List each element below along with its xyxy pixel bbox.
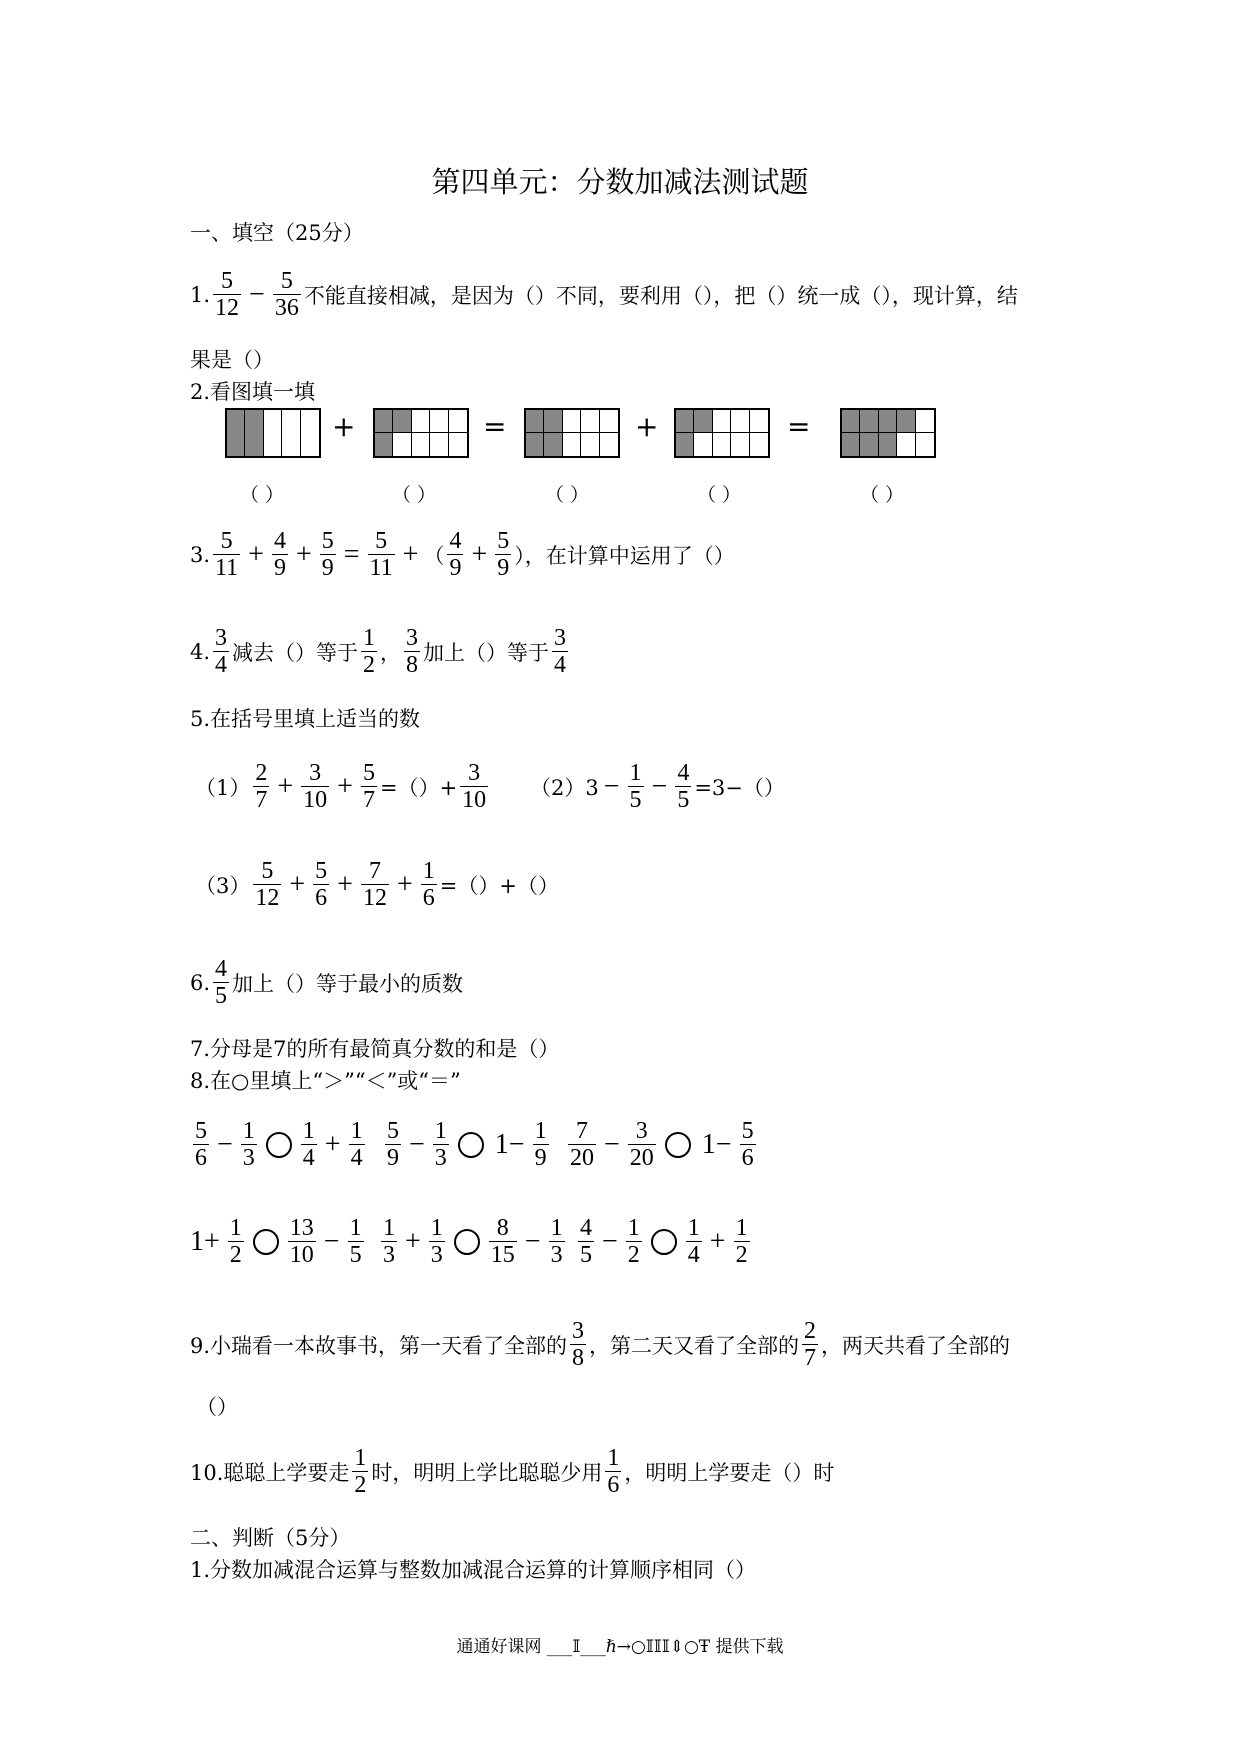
q8-comparison (190, 1118, 368, 1171)
shaded-cell (842, 410, 860, 433)
plus-sign: + (635, 410, 659, 443)
compare-circle[interactable] (454, 1229, 480, 1255)
compare-circle[interactable] (266, 1132, 292, 1158)
fraction: $\frac{4}{9}$ (449, 528, 462, 581)
fraction: $\frac{4}{5}$ (580, 1215, 592, 1268)
empty-cell (282, 410, 300, 456)
compare-circle[interactable] (458, 1132, 484, 1158)
answer-blank: （ ） (392, 484, 437, 506)
empty-cell (563, 410, 581, 433)
shaded-cell (879, 433, 897, 456)
question-9 (190, 1318, 1010, 1371)
q10-text: 10.聪聪上学要走 (190, 1460, 350, 1485)
empty-cell (301, 410, 319, 456)
equals-sign: = (483, 410, 507, 443)
plus-sign: + (396, 868, 413, 900)
question-3 (190, 528, 735, 581)
q3-text: 在计算中运用了（） (545, 543, 735, 568)
fraction: $\frac{5}{36}$ (274, 268, 299, 321)
fraction: $\frac{5}{11}$ (369, 528, 393, 581)
shaded-cell (860, 433, 878, 456)
q1-text: 不能直接相减，是因为（）不同，要利用（），把（）统一成（），现计算，结 (303, 283, 1018, 308)
empty-cell (731, 410, 749, 433)
answer-blank: （ ） (697, 484, 742, 506)
question-10 (190, 1445, 834, 1498)
shaded-cell (375, 410, 393, 433)
fraction: $\frac{1}{6}$ (422, 858, 435, 911)
shaded-cell (897, 410, 915, 433)
shaded-cell (375, 433, 393, 456)
question-8-label: 8.在○里填上“＞”“＜”或“＝” (190, 1069, 461, 1093)
fraction: $\frac{7}{12}$ (362, 858, 387, 911)
empty-cell (600, 410, 618, 433)
q8-comparison (378, 1215, 568, 1268)
equation-text: =（）+ (379, 775, 458, 800)
empty-cell (412, 433, 430, 456)
fraction: $\frac{5}{12}$ (255, 858, 280, 911)
fraction: $\frac{2}{7}$ (255, 760, 268, 813)
fraction: $\frac{1}{4}$ (302, 1118, 315, 1171)
shaded-cell (526, 410, 544, 433)
empty-cell (916, 410, 934, 433)
shaded-cell (526, 433, 544, 456)
fraction: $\frac{1}{2}$ (363, 625, 376, 678)
fraction: $\frac{4}{5}$ (677, 760, 690, 813)
minus-sign: − (651, 770, 668, 802)
plus-sign: + (332, 410, 356, 443)
fraction: $\frac{3}{4}$ (215, 625, 228, 678)
expression-text: 1+ (190, 1225, 220, 1257)
minus-sign: − (602, 1225, 618, 1257)
fraction: $\frac{3}{8}$ (572, 1318, 585, 1371)
empty-cell (897, 433, 915, 456)
fraction: $\frac{1}{3}$ (383, 1215, 395, 1268)
question-1 (190, 268, 1018, 321)
plus-sign: + (289, 868, 306, 900)
minus-sign: − (409, 1128, 425, 1160)
q9-text: 9.小瑞看一本故事书，第一天看了全部的 (190, 1333, 568, 1358)
fraction: $\frac{1}{9}$ (534, 1118, 547, 1171)
shaded-cell (393, 410, 411, 433)
fraction: $\frac{7}{20}$ (570, 1118, 594, 1171)
shaded-cell (842, 433, 860, 456)
empty-cell (449, 410, 467, 433)
equation-text: =3−（） (694, 775, 785, 800)
fraction-diagram (225, 408, 321, 458)
fraction: $\frac{1}{2}$ (735, 1215, 748, 1268)
minus-sign: − (604, 1128, 620, 1160)
fraction-diagram (674, 408, 770, 458)
empty-cell (916, 433, 934, 456)
empty-cell (449, 433, 467, 456)
fraction-diagram (524, 408, 620, 458)
q10-text: ，明明上学要走（）时 (624, 1460, 835, 1485)
fraction: $\frac{1}{4}$ (350, 1118, 363, 1171)
question-2-label: 2.看图填一填 (190, 380, 316, 404)
fraction: $\frac{5}{9}$ (321, 528, 334, 581)
fraction: $\frac{5}{6}$ (315, 858, 328, 911)
compare-circle[interactable] (665, 1132, 691, 1158)
fraction: $\frac{5}{7}$ (362, 760, 375, 813)
right-paren: ）， (514, 543, 546, 568)
fraction: $\frac{4}{9}$ (273, 528, 286, 581)
empty-cell (581, 433, 599, 456)
minus-sign: − (217, 1128, 233, 1160)
fraction: $\frac{1}{2}$ (229, 1215, 242, 1268)
plus-sign: + (277, 770, 294, 802)
shaded-cell (544, 433, 562, 456)
empty-cell (264, 410, 282, 456)
fraction: $\frac{3}{4}$ (554, 625, 567, 678)
judge-question-1: 1.分数加减混合运算与整数加减混合运算的计算顺序相同（） (190, 1558, 757, 1582)
question-7: 7.分母是7的所有最简真分数的和是（） (190, 1037, 560, 1061)
fraction: $\frac{1}{3}$ (434, 1118, 447, 1171)
plus-sign: + (402, 538, 419, 570)
minus-sign: − (524, 1225, 541, 1257)
minus-sign: − (249, 278, 265, 310)
empty-cell (430, 410, 448, 433)
plus-sign: + (324, 1128, 341, 1160)
q4-text: ， (380, 640, 402, 665)
question-4 (190, 625, 571, 678)
q5-part-1 (195, 760, 491, 813)
fraction: $\frac{13}{10}$ (289, 1215, 314, 1268)
section-heading-judge: 二、判断（5分） (190, 1526, 351, 1550)
plus-sign: + (337, 868, 353, 900)
q9-text: ，第二天又看了全部的 (589, 1333, 800, 1358)
left-paren: （ (423, 543, 445, 568)
fraction: $\frac{3}{10}$ (462, 760, 487, 813)
fraction: $\frac{1}{5}$ (629, 760, 642, 813)
q8-comparison (575, 1215, 753, 1268)
empty-cell (713, 433, 731, 456)
fraction: $\frac{5}{9}$ (387, 1118, 399, 1171)
q4-number: 4. (190, 639, 211, 664)
shaded-cell (694, 410, 712, 433)
fraction: $\frac{4}{5}$ (215, 956, 228, 1009)
page-title: 第四单元：分数加减法测试题 (431, 165, 809, 199)
fraction: $\frac{1}{2}$ (354, 1445, 367, 1498)
empty-cell (731, 433, 749, 456)
part-label: （1） (195, 775, 251, 800)
q9-answer-blank: （） (196, 1395, 238, 1419)
plus-sign: + (248, 538, 264, 570)
section-heading-fill: 一、填空（25分） (190, 221, 364, 245)
q8-comparison (190, 1215, 367, 1268)
fraction: $\frac{5}{6}$ (741, 1118, 754, 1171)
minus-sign: − (323, 1225, 340, 1257)
plus-sign: + (295, 538, 312, 570)
q5-part-2 (530, 760, 785, 813)
shaded-cell (544, 410, 562, 433)
shaded-cell (676, 410, 694, 433)
equation-text: =（）+（） (439, 873, 559, 898)
empty-cell (430, 433, 448, 456)
expression-text: 1− (494, 1128, 525, 1160)
q4-text: 减去（）等于 (232, 640, 359, 665)
empty-cell (600, 433, 618, 456)
fraction: $\frac{1}{3}$ (242, 1118, 255, 1171)
q8-comparison (382, 1118, 552, 1171)
fraction: $\frac{3}{10}$ (303, 760, 328, 813)
empty-cell (581, 410, 599, 433)
empty-cell (750, 433, 768, 456)
compare-circle[interactable] (253, 1229, 279, 1255)
empty-cell (713, 410, 731, 433)
fraction-diagram (373, 408, 469, 458)
q5-part-3 (195, 858, 559, 911)
empty-cell (694, 433, 712, 456)
q3-number: 3. (190, 542, 211, 567)
fraction: $\frac{3}{20}$ (629, 1118, 654, 1171)
q6-number: 6. (190, 970, 211, 995)
fraction-diagram (840, 408, 936, 458)
fraction: $\frac{1}{4}$ (687, 1215, 700, 1268)
plus-sign: + (709, 1225, 726, 1257)
fraction: $\frac{1}{3}$ (430, 1215, 443, 1268)
fraction: $\frac{5}{12}$ (215, 268, 240, 321)
question-6 (190, 956, 463, 1009)
part-label: （3） (195, 873, 251, 898)
fraction: $\frac{8}{15}$ (490, 1215, 515, 1268)
shaded-cell (860, 410, 878, 433)
answer-blank: （ ） (545, 484, 590, 506)
shaded-cell (879, 410, 897, 433)
footer-source: 通通好课网 ___𝕀___ℏ→○𝕀𝕀𝕀⇕○Ŧ 提供下载 (456, 1637, 784, 1657)
fraction: $\frac{3}{8}$ (406, 625, 419, 678)
shaded-cell (227, 410, 245, 456)
fraction: $\frac{1}{3}$ (550, 1215, 563, 1268)
q9-text: ，两天共看了全部的 (821, 1333, 1011, 1358)
empty-cell (563, 433, 581, 456)
q1-text-continued: 果是（） (190, 348, 274, 372)
plus-sign: + (337, 770, 353, 802)
question-5-label: 5.在括号里填上适当的数 (190, 707, 421, 731)
q8-comparison (565, 1118, 759, 1171)
fraction: $\frac{1}{6}$ (607, 1445, 620, 1498)
part-label: （2）3 (530, 775, 599, 800)
expression-text: 1− (701, 1128, 732, 1160)
q1-number: 1. (190, 282, 211, 307)
answer-blank: （ ） (860, 484, 905, 506)
fraction: $\frac{5}{9}$ (497, 528, 510, 581)
fraction: $\frac{1}{2}$ (627, 1215, 640, 1268)
shaded-cell (245, 410, 263, 456)
answer-blank: （ ） (240, 484, 285, 506)
q6-text: 加上（）等于最小的质数 (232, 971, 464, 996)
empty-cell (750, 410, 768, 433)
fraction: $\frac{5}{6}$ (195, 1118, 207, 1171)
fraction: $\frac{1}{5}$ (349, 1215, 362, 1268)
minus-sign: − (603, 770, 620, 802)
empty-cell (412, 410, 430, 433)
compare-circle[interactable] (651, 1229, 677, 1255)
q4-text: 加上（）等于 (423, 640, 550, 665)
equals-sign: = (787, 410, 811, 443)
shaded-cell (676, 433, 694, 456)
empty-cell (393, 433, 411, 456)
equals-sign: = (343, 538, 360, 570)
fraction: $\frac{5}{11}$ (215, 528, 239, 581)
fraction: $\frac{2}{7}$ (804, 1318, 817, 1371)
q10-text: 时，明明上学比聪聪少用 (371, 1460, 603, 1485)
plus-sign: + (471, 538, 488, 570)
plus-sign: + (405, 1225, 421, 1257)
